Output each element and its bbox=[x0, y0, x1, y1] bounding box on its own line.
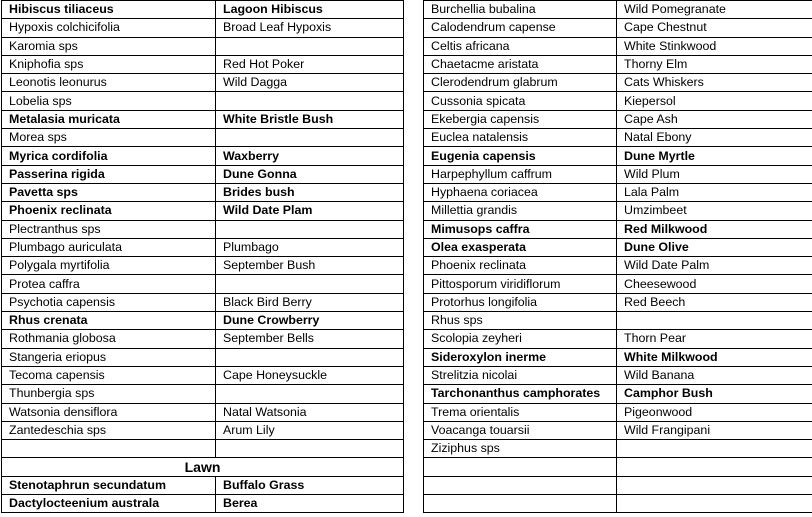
table-row bbox=[424, 238, 812, 256]
scientific-name-cell: Cussonia spicata bbox=[424, 92, 617, 110]
left-table-body bbox=[2, 1, 404, 513]
common-name-cell bbox=[216, 348, 404, 366]
common-name-cell bbox=[617, 440, 812, 458]
common-name-cell: White Stinkwood bbox=[617, 37, 812, 55]
scientific-name-cell: Zantedeschia sps bbox=[2, 421, 216, 439]
scientific-name-cell: Passerina rigida bbox=[2, 165, 216, 183]
table-row bbox=[2, 202, 404, 220]
common-name-cell: Plumbago bbox=[216, 238, 404, 256]
common-name-cell: Natal Ebony bbox=[617, 129, 812, 147]
table-row bbox=[424, 202, 812, 220]
scientific-name-cell: Mimusops caffra bbox=[424, 220, 617, 238]
scientific-name-cell: Hibiscus tiliaceus bbox=[2, 1, 216, 19]
common-name-cell: Dune Olive bbox=[617, 238, 812, 256]
table-row bbox=[424, 74, 812, 92]
common-name-cell: Cats Whiskers bbox=[617, 74, 812, 92]
common-name-cell: Wild Dagga bbox=[216, 74, 404, 92]
common-name-cell: Lala Palm bbox=[617, 183, 812, 201]
common-name-cell: White Bristle Bush bbox=[216, 110, 404, 128]
table-row bbox=[2, 165, 404, 183]
table-row bbox=[424, 312, 812, 330]
table-row bbox=[2, 183, 404, 201]
table-row bbox=[424, 403, 812, 421]
table-row bbox=[424, 440, 812, 458]
table-row bbox=[2, 92, 404, 110]
scientific-name-cell: Clerodendrum glabrum bbox=[424, 74, 617, 92]
common-name-cell: Broad Leaf Hypoxis bbox=[216, 19, 404, 37]
scientific-name-cell: Dactylocteenium australa bbox=[2, 495, 216, 513]
table-row bbox=[2, 476, 404, 494]
common-name-cell: Thorny Elm bbox=[617, 55, 812, 73]
right-table-body bbox=[424, 1, 812, 513]
common-name-cell bbox=[216, 220, 404, 238]
table-row bbox=[424, 55, 812, 73]
common-name-cell: Wild Plum bbox=[617, 165, 812, 183]
common-name-cell bbox=[617, 476, 812, 494]
table-row bbox=[424, 19, 812, 37]
scientific-name-cell: Ziziphus sps bbox=[424, 440, 617, 458]
common-name-cell bbox=[216, 440, 404, 458]
scientific-name-cell: Pittosporum viridiflorum bbox=[424, 275, 617, 293]
table-row bbox=[2, 257, 404, 275]
common-name-cell bbox=[216, 92, 404, 110]
table-row bbox=[424, 1, 812, 19]
common-name-cell: Wild Pomegranate bbox=[617, 1, 812, 19]
scientific-name-cell: Olea exasperata bbox=[424, 238, 617, 256]
common-name-cell: Black Bird Berry bbox=[216, 293, 404, 311]
table-row bbox=[424, 348, 812, 366]
scientific-name-cell: Eugenia capensis bbox=[424, 147, 617, 165]
scientific-name-cell: Kniphofia sps bbox=[2, 55, 216, 73]
table-row bbox=[424, 366, 812, 384]
common-name-cell: Lagoon Hibiscus bbox=[216, 1, 404, 19]
common-name-cell bbox=[617, 495, 812, 513]
scientific-name-cell: Thunbergia sps bbox=[2, 385, 216, 403]
scientific-name-cell: Chaetacme aristata bbox=[424, 55, 617, 73]
table-row bbox=[2, 348, 404, 366]
common-name-cell bbox=[617, 312, 812, 330]
scientific-name-cell: Celtis africana bbox=[424, 37, 617, 55]
table-row bbox=[2, 129, 404, 147]
scientific-name-cell: Burchellia bubalina bbox=[424, 1, 617, 19]
table-row bbox=[424, 330, 812, 348]
scientific-name-cell: Phoenix reclinata bbox=[2, 202, 216, 220]
table-row bbox=[424, 183, 812, 201]
table-row bbox=[2, 19, 404, 37]
common-name-cell: Berea bbox=[216, 495, 404, 513]
scientific-name-cell: Scolopia zeyheri bbox=[424, 330, 617, 348]
table-row bbox=[2, 403, 404, 421]
scientific-name-cell: Morea sps bbox=[2, 129, 216, 147]
scientific-name-cell: Ekebergia capensis bbox=[424, 110, 617, 128]
table-row bbox=[2, 312, 404, 330]
table-row bbox=[424, 110, 812, 128]
table-row bbox=[424, 293, 812, 311]
scientific-name-cell: Calodendrum capense bbox=[424, 19, 617, 37]
common-name-cell: Camphor Bush bbox=[617, 385, 812, 403]
scientific-name-cell: Karomia sps bbox=[2, 37, 216, 55]
common-name-cell bbox=[216, 129, 404, 147]
table-row bbox=[2, 293, 404, 311]
common-name-cell: Umzimbeet bbox=[617, 202, 812, 220]
common-name-cell: Cheesewood bbox=[617, 275, 812, 293]
scientific-name-cell: Stenotaphrun secundatum bbox=[2, 476, 216, 494]
scientific-name-cell: Protea caffra bbox=[2, 275, 216, 293]
table-row bbox=[424, 476, 812, 494]
common-name-cell: Wild Banana bbox=[617, 366, 812, 384]
lawn-section-row bbox=[2, 458, 404, 476]
table-row bbox=[424, 458, 812, 476]
table-row bbox=[2, 55, 404, 73]
scientific-name-cell: Metalasia muricata bbox=[2, 110, 216, 128]
scientific-name-cell: Protorhus longifolia bbox=[424, 293, 617, 311]
common-name-cell: Wild Date Palm bbox=[617, 257, 812, 275]
table-row bbox=[2, 366, 404, 384]
table-row bbox=[2, 440, 404, 458]
scientific-name-cell: Strelitzia nicolai bbox=[424, 366, 617, 384]
common-name-cell: Wild Frangipani bbox=[617, 421, 812, 439]
table-row bbox=[2, 220, 404, 238]
scientific-name-cell: Rhus sps bbox=[424, 312, 617, 330]
table-row bbox=[424, 275, 812, 293]
scientific-name-cell: Tecoma capensis bbox=[2, 366, 216, 384]
table-row bbox=[2, 37, 404, 55]
table-row bbox=[2, 74, 404, 92]
common-name-cell: Natal Watsonia bbox=[216, 403, 404, 421]
scientific-name-cell: Psychotia capensis bbox=[2, 293, 216, 311]
common-name-cell: September Bush bbox=[216, 257, 404, 275]
common-name-cell: Dune Gonna bbox=[216, 165, 404, 183]
table-row bbox=[424, 92, 812, 110]
common-name-cell bbox=[216, 37, 404, 55]
table-row bbox=[424, 495, 812, 513]
scientific-name-cell: Polygala myrtifolia bbox=[2, 257, 216, 275]
common-name-cell: Waxberry bbox=[216, 147, 404, 165]
table-row bbox=[424, 165, 812, 183]
scientific-name-cell: Tarchonanthus camphorates bbox=[424, 385, 617, 403]
common-name-cell: Red Beech bbox=[617, 293, 812, 311]
table-row bbox=[424, 220, 812, 238]
scientific-name-cell: Watsonia densiflora bbox=[2, 403, 216, 421]
scientific-name-cell: Harpephyllum caffrum bbox=[424, 165, 617, 183]
scientific-name-cell: Sideroxylon inerme bbox=[424, 348, 617, 366]
scientific-name-cell: Rothmania globosa bbox=[2, 330, 216, 348]
table-row bbox=[2, 238, 404, 256]
section-heading: Lawn bbox=[2, 458, 404, 476]
common-name-cell: Red Hot Poker bbox=[216, 55, 404, 73]
scientific-name-cell: Hyphaena coriacea bbox=[424, 183, 617, 201]
table-row bbox=[424, 147, 812, 165]
scientific-name-cell: Pavetta sps bbox=[2, 183, 216, 201]
common-name-cell: Dune Myrtle bbox=[617, 147, 812, 165]
common-name-cell bbox=[617, 458, 812, 476]
table-row bbox=[424, 385, 812, 403]
common-name-cell: Wild Date Plam bbox=[216, 202, 404, 220]
common-name-cell: Cape Ash bbox=[617, 110, 812, 128]
table-row bbox=[424, 257, 812, 275]
common-name-cell: Red Milkwood bbox=[617, 220, 812, 238]
table-row bbox=[2, 110, 404, 128]
scientific-name-cell: Rhus crenata bbox=[2, 312, 216, 330]
common-name-cell: Cape Honeysuckle bbox=[216, 366, 404, 384]
common-name-cell bbox=[216, 385, 404, 403]
common-name-cell: Brides bush bbox=[216, 183, 404, 201]
common-name-cell: Thorn Pear bbox=[617, 330, 812, 348]
scientific-name-cell: Plumbago auriculata bbox=[2, 238, 216, 256]
common-name-cell bbox=[216, 275, 404, 293]
table-row bbox=[2, 1, 404, 19]
scientific-name-cell: Euclea natalensis bbox=[424, 129, 617, 147]
scientific-name-cell: Myrica cordifolia bbox=[2, 147, 216, 165]
table-row bbox=[424, 37, 812, 55]
table-row bbox=[424, 129, 812, 147]
table-row bbox=[2, 421, 404, 439]
scientific-name-cell: Millettia grandis bbox=[424, 202, 617, 220]
scientific-name-cell: Stangeria eriopus bbox=[2, 348, 216, 366]
common-name-cell: Buffalo Grass bbox=[216, 476, 404, 494]
table-row bbox=[424, 421, 812, 439]
table-row bbox=[2, 275, 404, 293]
scientific-name-cell: Leonotis leonurus bbox=[2, 74, 216, 92]
table-row bbox=[2, 495, 404, 513]
common-name-cell: Pigeonwood bbox=[617, 403, 812, 421]
scientific-name-cell bbox=[424, 476, 617, 494]
left-plant-table bbox=[1, 0, 404, 513]
common-name-cell: Cape Chestnut bbox=[617, 19, 812, 37]
scientific-name-cell: Phoenix reclinata bbox=[424, 257, 617, 275]
scientific-name-cell bbox=[424, 495, 617, 513]
right-plant-table bbox=[423, 0, 812, 513]
scientific-name-cell: Lobelia sps bbox=[2, 92, 216, 110]
scientific-name-cell: Plectranthus sps bbox=[2, 220, 216, 238]
common-name-cell: September Bells bbox=[216, 330, 404, 348]
scientific-name-cell: Hypoxis colchicifolia bbox=[2, 19, 216, 37]
table-row bbox=[2, 385, 404, 403]
common-name-cell: Dune Crowberry bbox=[216, 312, 404, 330]
table-row bbox=[2, 147, 404, 165]
scientific-name-cell bbox=[2, 440, 216, 458]
common-name-cell: White Milkwood bbox=[617, 348, 812, 366]
common-name-cell: Kiepersol bbox=[617, 92, 812, 110]
table-row bbox=[2, 330, 404, 348]
common-name-cell: Arum Lily bbox=[216, 421, 404, 439]
scientific-name-cell bbox=[424, 458, 617, 476]
scientific-name-cell: Voacanga touarsii bbox=[424, 421, 617, 439]
scientific-name-cell: Trema orientalis bbox=[424, 403, 617, 421]
